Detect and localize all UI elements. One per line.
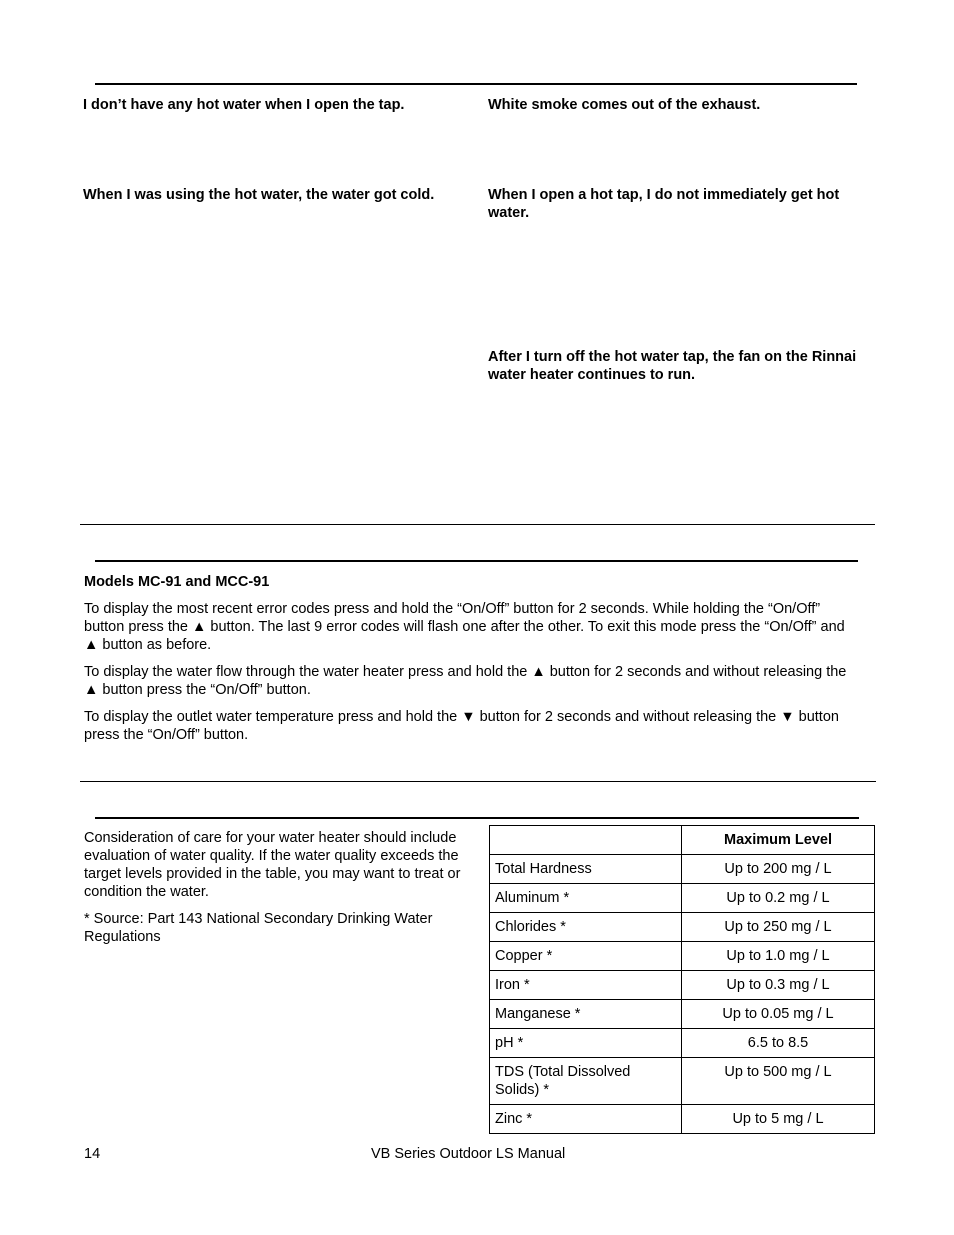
water-quality-table [489, 825, 875, 1134]
question-water-got-cold: When I was using the hot water, the water got cold. [83, 187, 435, 203]
diagnostics-paragraph-water-flow: To display the water flow through the water heater press and hold the ▲ button for 2 seconds and without releasing the ▲ button press the “On/Off” button. [84, 664, 847, 698]
table-cell-level: Up to 5 mg / L [682, 1105, 875, 1134]
table-row [490, 855, 875, 884]
table-row [490, 942, 875, 971]
section-divider [80, 781, 876, 782]
table-cell-parameter: TDS (Total Dissolved Solids) * [490, 1058, 682, 1105]
table-row [490, 1105, 875, 1134]
manual-title: VB Series Outdoor LS Manual [371, 1146, 566, 1162]
table-header-cell-max-level: Maximum Level [682, 826, 875, 855]
section-rule-water-quality [95, 817, 859, 819]
table-row [490, 1058, 875, 1105]
table-cell-level: Up to 200 mg / L [682, 855, 875, 884]
table-cell-level: Up to 500 mg / L [682, 1058, 875, 1105]
table-cell-parameter: Manganese * [490, 1000, 682, 1029]
table-row [490, 913, 875, 942]
table-cell-level: Up to 0.2 mg / L [682, 884, 875, 913]
table-row [490, 1029, 875, 1058]
diagnostics-paragraph-outlet-temp: To display the outlet water temperature press and hold the ▼ button for 2 seconds and without releasing the ▼ button press the “On/Off” button. [84, 709, 839, 743]
table-cell-level: Up to 250 mg / L [682, 913, 875, 942]
table-cell-level: Up to 0.3 mg / L [682, 971, 875, 1000]
table-row [490, 971, 875, 1000]
water-quality-intro: Consideration of care for your water heater should include evaluation of water quality. If the water quality exceeds the target levels provided in the table, you may want to treat or condition the water. [84, 830, 461, 900]
table-header-cell [490, 826, 682, 855]
question-no-hot-water: I don’t have any hot water when I open the tap. [83, 97, 405, 113]
section-divider [80, 524, 875, 525]
table-header-row [490, 826, 875, 855]
diagnostics-paragraph-error-codes: To display the most recent error codes press and hold the “On/Off” button for 2 seconds. While holding the “On/Off” button press the ▲ button. The last 9 error codes will flash one after the other. To exit this mode press the “On/Off” and ▲ button as before. [84, 601, 845, 653]
question-fan-continues: After I turn off the hot water tap, the fan on the Rinnai water heater continues to run. [488, 349, 857, 383]
table-cell-parameter: Zinc * [490, 1105, 682, 1134]
table-cell-level: 6.5 to 8.5 [682, 1029, 875, 1058]
table-row [490, 884, 875, 913]
table-cell-parameter: Aluminum * [490, 884, 682, 913]
table-cell-parameter: Iron * [490, 971, 682, 1000]
table-cell-level: Up to 1.0 mg / L [682, 942, 875, 971]
table-cell-parameter: Chlorides * [490, 913, 682, 942]
diagnostics-heading: Models MC-91 and MCC-91 [84, 574, 270, 590]
table-cell-parameter: Total Hardness [490, 855, 682, 884]
question-white-smoke: White smoke comes out of the exhaust. [488, 97, 761, 113]
table-cell-parameter: pH * [490, 1029, 682, 1058]
section-rule-troubleshooting [95, 83, 857, 85]
water-quality-source: * Source: Part 143 National Secondary Drinking Water Regulations [84, 911, 433, 945]
table-cell-level: Up to 0.05 mg / L [682, 1000, 875, 1029]
section-rule-diagnostics [95, 560, 858, 562]
question-not-immediately-hot: When I open a hot tap, I do not immediately get hot water. [488, 187, 840, 221]
table-cell-parameter: Copper * [490, 942, 682, 971]
page-number: 14 [84, 1146, 101, 1162]
table-row [490, 1000, 875, 1029]
